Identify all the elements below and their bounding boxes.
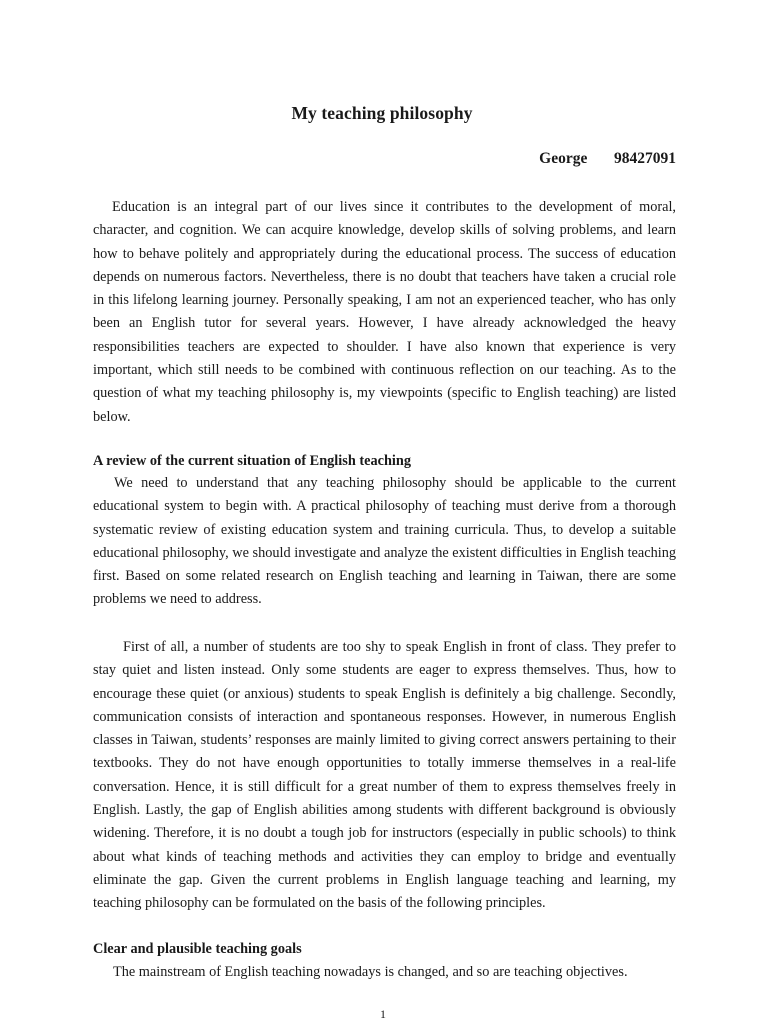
section-heading-teaching-goals: Clear and plausible teaching goals (93, 941, 302, 957)
intro-paragraph: Education is an integral part of our lives since it contributes to the development of moral, character, and cognition. We can acquire knowledge, develop skills of solving problems, and learn how to behave politely and appropriately during the educational process. The success of education depends on numerous factors. Nevertheless, there is no doubt that teachers have taken a crucial role in this lifelong learning journey. Personally speaking, I am not an experienced teacher, who has only been an English tutor for several years. However, I have already acknowledged the heavy responsibilities teachers are expected to shoulder. I have also known that experience is very important, which still needs to be combined with continuous reflection on our teaching. As to the question of what my teaching philosophy is, my viewpoints (specific to English teaching) are listed below. (93, 199, 676, 425)
author-line: George 98427091 (539, 150, 676, 167)
document-title: My teaching philosophy (291, 103, 473, 123)
review-paragraph: We need to understand that any teaching philosophy should be applicable to the current educational system to begin with. A practical philosophy of teaching must derive from a thorough systematic review of existing education system and training curricula. Thus, to develop a suitable educational philosophy, we should investigate and analyze the existent difficulties in English teaching first. Based on some related research on English teaching and learning in Taiwan, there are some problems we need to address. (93, 475, 676, 608)
goals-paragraph: The mainstream of English teaching nowadays is changed, and so are teaching objectives. (113, 964, 628, 980)
problems-paragraph: First of all, a number of students are too shy to speak English in front of class. They prefer to stay quiet and listen instead. Only some students are eager to express themselves. Thus, how to encourage these quiet (or anxious) students to speak English is definitely a big challenge. Secondly, communication consists of interaction and spontaneous responses. However, in numerous English classes in Taiwan, students’ responses are mainly limited to giving correct answers pertaining to their textbooks. They do not have enough opportunities to totally immerse themselves in a real-life conversation. Hence, it is still difficult for a great number of them to express themselves freely in English. Lastly, the gap of English abilities among students with different background is obviously widening. Therefore, it is no doubt a tough job for instructors (especially in public schools) to think about what kinds of teaching methods and activities they can employ to bridge and eventually eliminate the gap. Given the current problems in English language teaching and learning, my teaching philosophy can be formulated on the basis of the following principles. (93, 639, 676, 912)
page-number: 1 (380, 1007, 386, 1021)
section-heading-current-situation: A review of the current situation of English teaching (93, 453, 411, 469)
